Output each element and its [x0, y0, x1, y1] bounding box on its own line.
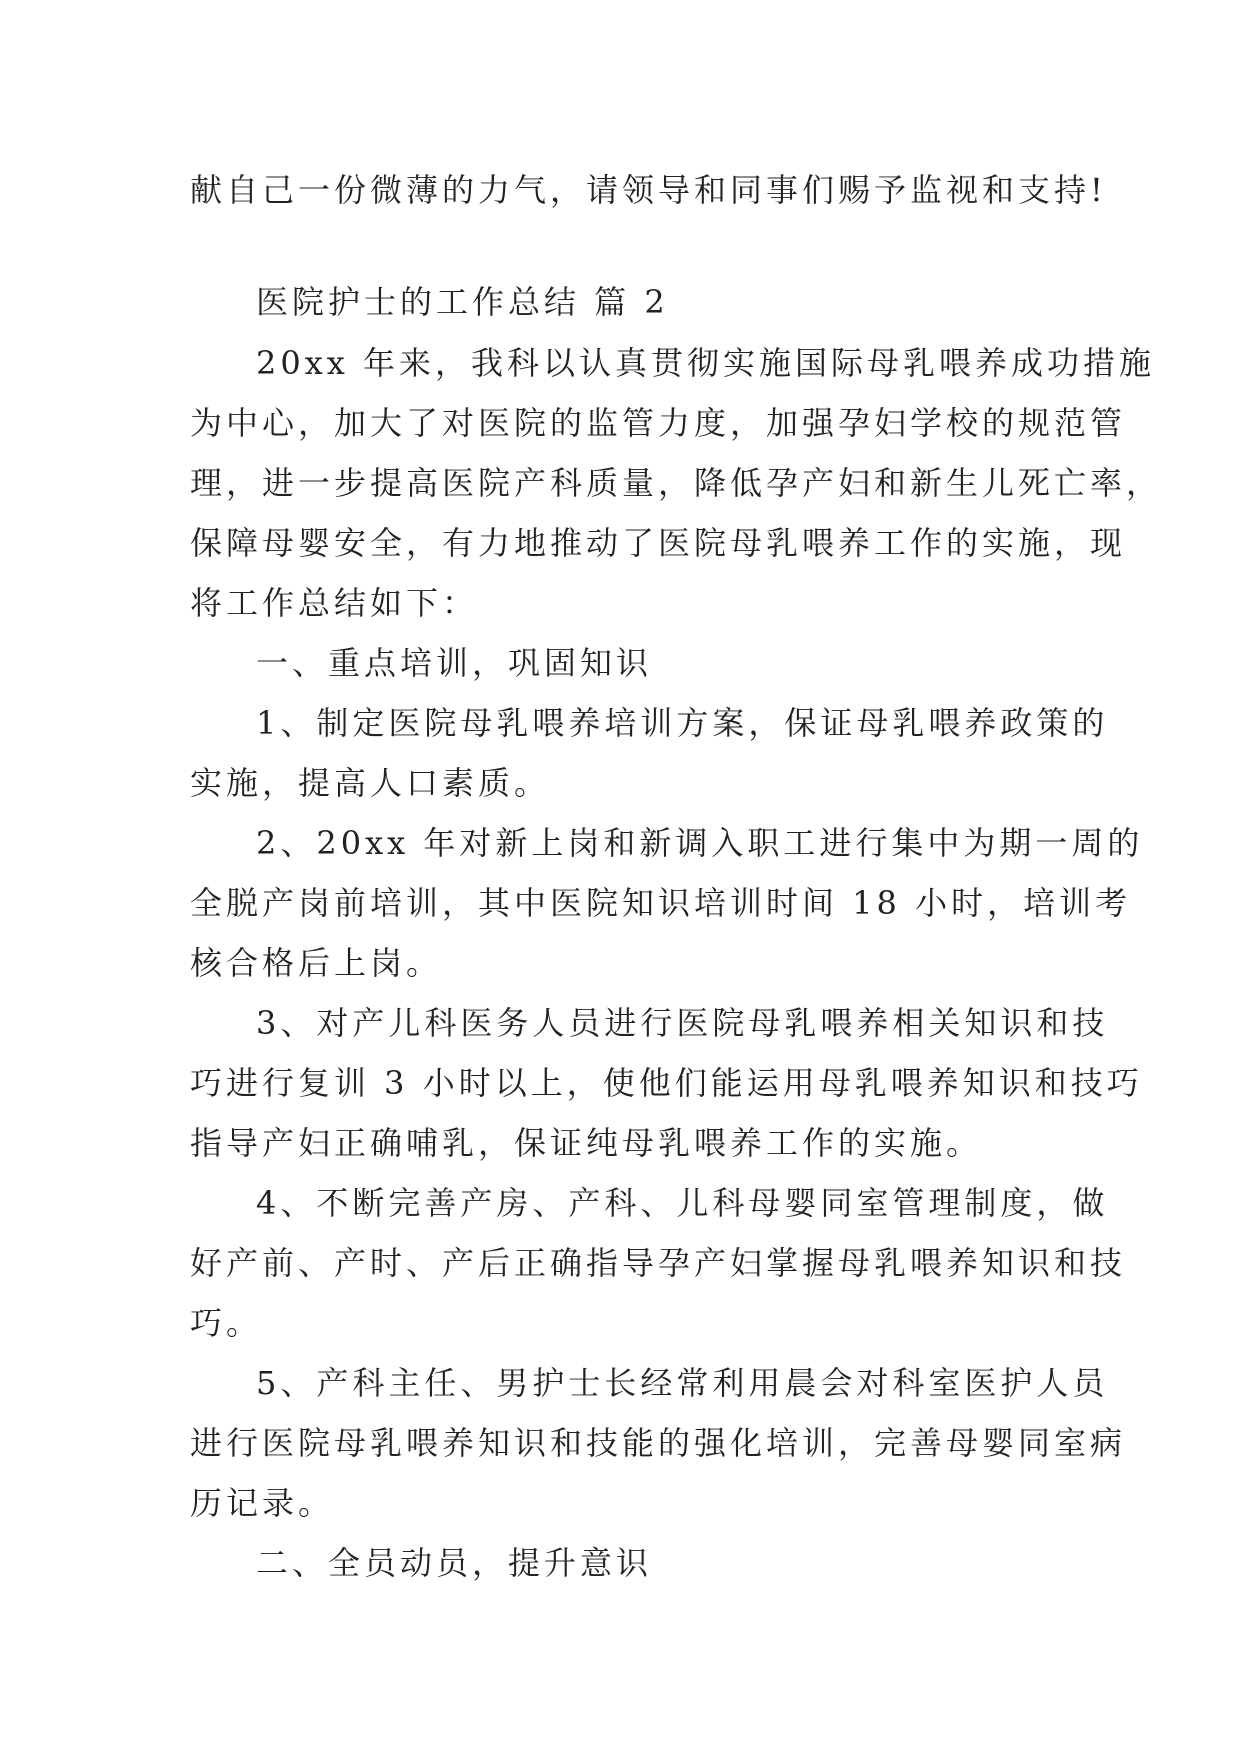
paragraph-line: 为中心，加大了对医院的监管力度，加强孕妇学校的规范管 [190, 404, 1127, 442]
section-title: 医院护士的工作总结 篇 2 [256, 283, 669, 321]
list-item-line: 1、制定医院母乳喂养培训方案，保证母乳喂养政策的 [256, 704, 1109, 742]
intro-tail-line: 献自己一份微薄的力气，请领导和同事们赐予监视和支持! [190, 171, 1107, 209]
paragraph-line: 20xx 年来，我科以认真贯彻实施国际母乳喂养成功措施 [256, 344, 1155, 382]
list-item-line: 核合格后上岗。 [190, 944, 443, 982]
paragraph-line: 理，进一步提高医院产科质量，降低孕产妇和新生儿死亡率， [190, 464, 1163, 502]
list-item-line: 2、20xx 年对新上岗和新调入职工进行集中为期一周的 [256, 824, 1144, 862]
list-item-line: 巧进行复训 3 小时以上，使他们能运用母乳喂养知识和技巧 [190, 1064, 1143, 1102]
list-item-line: 巧。 [190, 1304, 263, 1342]
list-item-line: 4、不断完善产房、产科、儿科母婴同室管理制度，做 [256, 1184, 1109, 1222]
paragraph-line: 将工作总结如下： [190, 584, 479, 622]
list-item-line: 历记录。 [190, 1484, 335, 1522]
paragraph-line: 保障母婴安全，有力地推动了医院母乳喂养工作的实施，现 [190, 524, 1127, 562]
section-heading: 一、重点培训，巩固知识 [256, 644, 653, 682]
list-item-line: 指导产妇正确哺乳，保证纯母乳喂养工作的实施。 [190, 1124, 983, 1162]
list-item-line: 进行医院母乳喂养知识和技能的强化培训，完善母婴同室病 [190, 1424, 1127, 1462]
list-item-line: 好产前、产时、产后正确指导孕产妇掌握母乳喂养知识和技 [190, 1244, 1127, 1282]
section-heading: 二、全员动员，提升意识 [256, 1544, 653, 1582]
list-item-line: 实施，提高人口素质。 [190, 764, 551, 802]
list-item-line: 3、对产儿科医务人员进行医院母乳喂养相关知识和技 [256, 1004, 1109, 1042]
list-item-line: 5、产科主任、男护士长经常利用晨会对科室医护人员 [256, 1364, 1109, 1402]
list-item-line: 全脱产岗前培训，其中医院知识培训时间 18 小时，培训考 [190, 884, 1132, 922]
